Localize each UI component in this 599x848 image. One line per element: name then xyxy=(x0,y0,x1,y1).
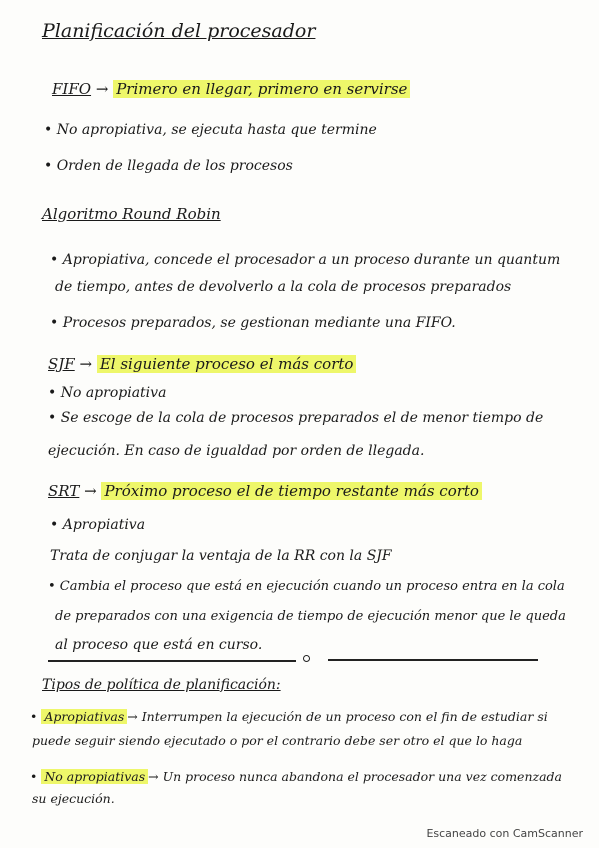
section-divider-right xyxy=(328,659,538,661)
round-robin-line-3: • Procesos preparados, se gestionan mediante una FIFO. xyxy=(50,315,456,331)
srt-heading: Próximo proceso el de tiempo restante más corto xyxy=(101,482,482,500)
no-apropiativas-bullet: • xyxy=(30,769,42,784)
apropiativas-line-1 xyxy=(30,708,548,726)
sjf-heading: El siguiente proceso el más corto xyxy=(97,355,357,373)
sjf-line-3: ejecución. En caso de igualdad por orden de llegada. xyxy=(48,443,425,459)
round-robin-heading: Algoritmo Round Robin xyxy=(42,205,221,223)
srt-line-4: de preparados con una exigencia de tiempo de ejecución menor que le queda xyxy=(55,609,566,624)
page-title: Planificación del procesador xyxy=(42,20,316,42)
scanner-watermark: Escaneado con CamScanner xyxy=(426,827,583,840)
round-robin-line-2: de tiempo, antes de devolverlo a la cola de procesos preparados xyxy=(55,279,512,295)
section-divider-left xyxy=(48,660,296,662)
tipos-heading: Tipos de política de planificación: xyxy=(42,677,281,693)
sjf-label: SJF xyxy=(48,355,75,373)
divider-dot xyxy=(303,655,310,662)
fifo-bullet-1: • No apropiativa, se ejecuta hasta que termine xyxy=(44,122,377,138)
srt-line-2: Trata de conjugar la ventaja de la RR con la SJF xyxy=(50,548,392,564)
srt-label: SRT xyxy=(48,482,80,500)
sjf-arrow: → xyxy=(79,355,93,373)
no-apropiativas-line-2: su ejecución. xyxy=(32,791,115,806)
sjf-line-1: • No apropiativa xyxy=(48,385,167,401)
apropiativas-text-1: → Interrumpen la ejecución de un proceso con el fin de estudiar si xyxy=(127,709,548,724)
round-robin-line-1: • Apropiativa, concede el procesador a un proceso durante un quantum xyxy=(50,252,561,268)
no-apropiativas-text-1: → Un proceso nunca abandona el procesador una vez comenzada xyxy=(148,769,562,784)
srt-line-5: al proceso que está en curso. xyxy=(55,637,263,653)
fifo-heading: Primero en llegar, primero en servirse xyxy=(113,80,410,98)
no-apropiativas-label: No apropiativas xyxy=(41,769,148,784)
no-apropiativas-line-1 xyxy=(30,768,562,786)
srt-line-1: • Apropiativa xyxy=(50,517,146,533)
apropiativas-line-2: puede seguir siendo ejecutado o por el contrario debe ser otro el que lo haga xyxy=(32,733,523,748)
srt-arrow: → xyxy=(84,482,97,500)
srt-line-3: • Cambia el proceso que está en ejecución cuando un proceso entra en la cola xyxy=(48,579,565,594)
srt-heading-line xyxy=(48,482,482,500)
sjf-heading-line xyxy=(48,355,356,373)
fifo-bullet-2: • Orden de llegada de los procesos xyxy=(44,158,293,174)
fifo-label: FIFO xyxy=(52,80,92,98)
fifo-heading-line xyxy=(52,80,410,98)
fifo-arrow: → xyxy=(95,80,109,98)
apropiativas-label: Apropiativas xyxy=(41,709,127,724)
apropiativas-bullet: • xyxy=(30,709,42,724)
sjf-line-2: • Se escoge de la cola de procesos preparados el de menor tiempo de xyxy=(48,410,544,426)
